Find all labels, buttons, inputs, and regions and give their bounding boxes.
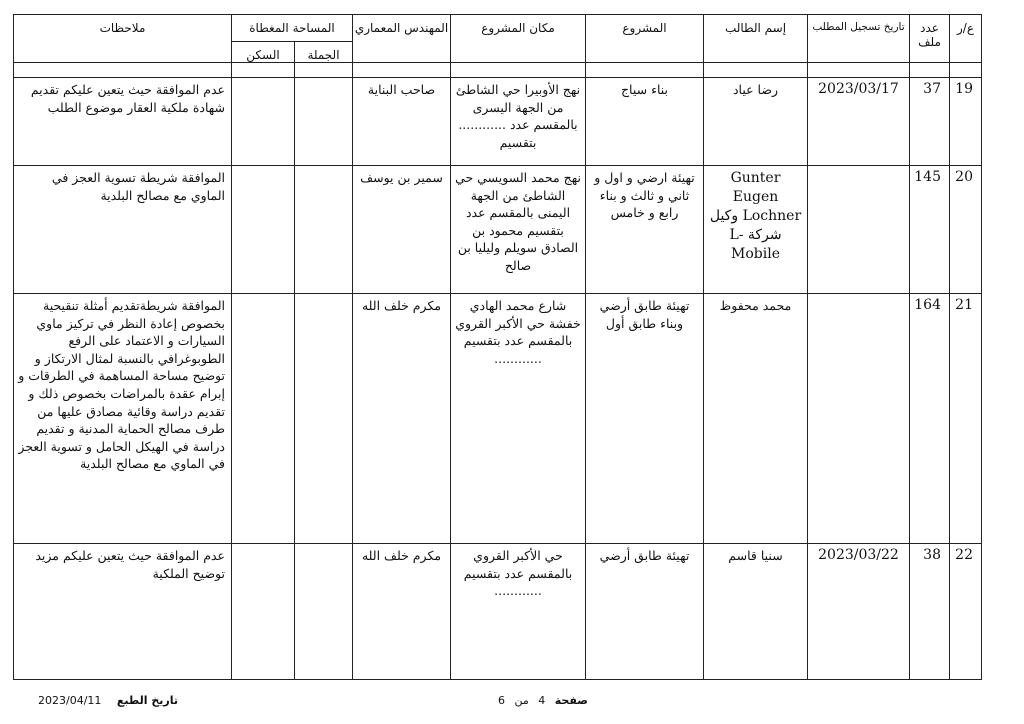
row-notes-cell [14, 166, 232, 294]
row-file: 38 [923, 547, 941, 563]
row-applicant: محمد محفوظ [719, 298, 792, 313]
row-date-cell [808, 78, 910, 166]
row-area-housing-cell [232, 544, 295, 680]
row-notes-cell [14, 544, 232, 680]
row-location-cell [451, 166, 586, 294]
row-project-cell [586, 294, 704, 544]
row-project-cell [586, 544, 704, 680]
row-location: حي الأكبر القروي بالمقسم عدد بتقسيم ............ [463, 548, 573, 599]
row-area-housing [232, 78, 294, 81]
row-no-cell [950, 544, 982, 680]
row-project-cell [586, 78, 704, 166]
row-area-total [295, 166, 352, 169]
row-notes-cell [14, 294, 232, 544]
row-architect: صاحب البناية [367, 82, 436, 97]
row-project: تهيئة طابق أرضي [599, 548, 690, 563]
row-notes: عدم الموافقة حيث يتعين عليكم مزيد توضيح الملكية [35, 548, 225, 581]
row-project: تهيئة طابق أرضي وبناء طابق أول [599, 298, 690, 331]
col-header-architect: المهندس المعماري [353, 15, 451, 63]
col-header-area: المساحة المغطاة [232, 15, 353, 42]
row-area-housing-cell [232, 166, 295, 294]
row-date-cell [808, 166, 910, 294]
row-area-total-cell [295, 544, 353, 680]
row-area-housing-cell [232, 78, 295, 166]
row-applicant-cell [704, 294, 808, 544]
row-applicant: رضا عياد [732, 82, 779, 97]
row-area-housing [232, 166, 294, 169]
row-date-cell [808, 294, 910, 544]
row-area-total [295, 294, 352, 297]
row-applicant-cell [704, 544, 808, 680]
row-file-cell [910, 166, 950, 294]
col-header-date: تاريخ تسجيل المطلب [808, 15, 910, 63]
row-file-cell [910, 294, 950, 544]
row-architect: مكرم خلف الله [361, 548, 442, 563]
row-architect-cell [353, 544, 451, 680]
row-architect: سمير بن يوسف [360, 170, 443, 185]
col-header-no: ع/ر [950, 15, 982, 63]
table-row [14, 166, 982, 294]
permits-register-table [13, 14, 982, 680]
row-notes: عدم الموافقة حيث يتعين عليكم تقديم شهادة ملكية العقار موضوع الطلب [30, 82, 225, 115]
row-no-cell [950, 166, 982, 294]
row-applicant: سنيا قاسم [728, 548, 783, 563]
row-no: 20 [955, 169, 973, 185]
row-no: 22 [955, 547, 973, 563]
row-area-total-cell [295, 294, 353, 544]
row-architect-cell [353, 166, 451, 294]
row-architect: مكرم خلف الله [361, 298, 442, 313]
row-project-cell [586, 166, 704, 294]
row-area-total-cell [295, 78, 353, 166]
col-header-area-total: الجملة [295, 42, 353, 63]
row-date [808, 294, 909, 297]
table-row [14, 544, 982, 680]
row-file: 145 [914, 169, 941, 185]
row-location: نهج محمد السويسي حي الشاطئ من الجهة اليمنى بالمقسم عدد بتقسيم محمود بن الصادق سويلم وليليا بن صالح [455, 170, 581, 273]
row-location-cell [451, 294, 586, 544]
row-no-cell [950, 294, 982, 544]
row-area-total [295, 78, 352, 81]
page-current: 4 [538, 694, 546, 707]
row-file: 37 [923, 81, 941, 97]
col-header-location: مكان المشروع [451, 15, 586, 63]
page-total: 6 [498, 694, 505, 707]
table-row [14, 294, 982, 544]
row-file: 164 [914, 297, 941, 313]
row-notes: الموافقة شريطةتقديم أمثلة تنقيحية بخصوص إعادة النظر في تركيز ماوي السيارات و الاعتماد على الرفع الطوبوغرافي بالنسبة لمثال الارتكاز و توضيح مساحة المساهمة في الطرقات و إبرام عقدة بالمراضات بخصوص ذلك و تقديم دراسة وقائية مصادق عليها من طرف مصالح الحماية المدنية و تقديم دراسة في الهيكل الحامل و تسوية العجز في الماوي مع مصالح البلدية [18, 298, 225, 472]
row-location-cell [451, 78, 586, 166]
row-no-cell [950, 78, 982, 166]
col-header-area-housing: السكن [232, 42, 295, 63]
page-number [498, 694, 588, 707]
row-architect-cell [353, 78, 451, 166]
col-header-applicant: إسم الطالب [704, 15, 808, 63]
print-date-label: تاريخ الطبع [116, 694, 179, 707]
row-file-cell [910, 544, 950, 680]
row-date: 2023/03/17 [818, 81, 899, 97]
row-date-cell [808, 544, 910, 680]
col-header-file: عدد ملف [910, 15, 950, 63]
row-applicant-cell [704, 78, 808, 166]
row-location: نهج الأوبيرا حي الشاطئ من الجهة اليسرى بالمقسم عدد ............ بتقسيم [455, 82, 581, 150]
print-date-value: 2023/04/11 [38, 694, 102, 707]
row-area-total [295, 544, 352, 547]
row-location: شارع محمد الهادي خفشة حي الأكبر القروي بالمقسم عدد بتقسيم ............ [455, 298, 581, 366]
table-row [14, 78, 982, 166]
row-project: بناء سياج [620, 82, 669, 97]
row-notes: الموافقة شريطة تسوية العجز في الماوي مع مصالح البلدية [51, 170, 225, 203]
row-project: تهيئة ارضي و اول و ثاني و ثالث و بناء رابع و خامس [594, 170, 695, 221]
row-area-housing [232, 544, 294, 547]
spacer-row [14, 63, 982, 78]
row-no: 19 [955, 81, 973, 97]
row-no: 21 [955, 297, 973, 313]
col-header-notes: ملاحظات [14, 15, 232, 63]
row-date [808, 166, 909, 169]
page-label: صفحة [554, 694, 588, 707]
row-location-cell [451, 544, 586, 680]
row-area-housing-cell [232, 294, 295, 544]
row-notes-cell [14, 78, 232, 166]
print-date [38, 694, 178, 707]
row-applicant: Gunter Eugen Lochner وكيل شركة L-Mobile [709, 170, 802, 262]
row-file-cell [910, 78, 950, 166]
row-area-housing [232, 294, 294, 297]
row-date: 2023/03/22 [818, 547, 899, 563]
row-applicant-cell [704, 166, 808, 294]
row-area-total-cell [295, 166, 353, 294]
page-of: من [514, 694, 529, 707]
row-architect-cell [353, 294, 451, 544]
header-row [14, 15, 982, 42]
col-header-project: المشروع [586, 15, 704, 63]
